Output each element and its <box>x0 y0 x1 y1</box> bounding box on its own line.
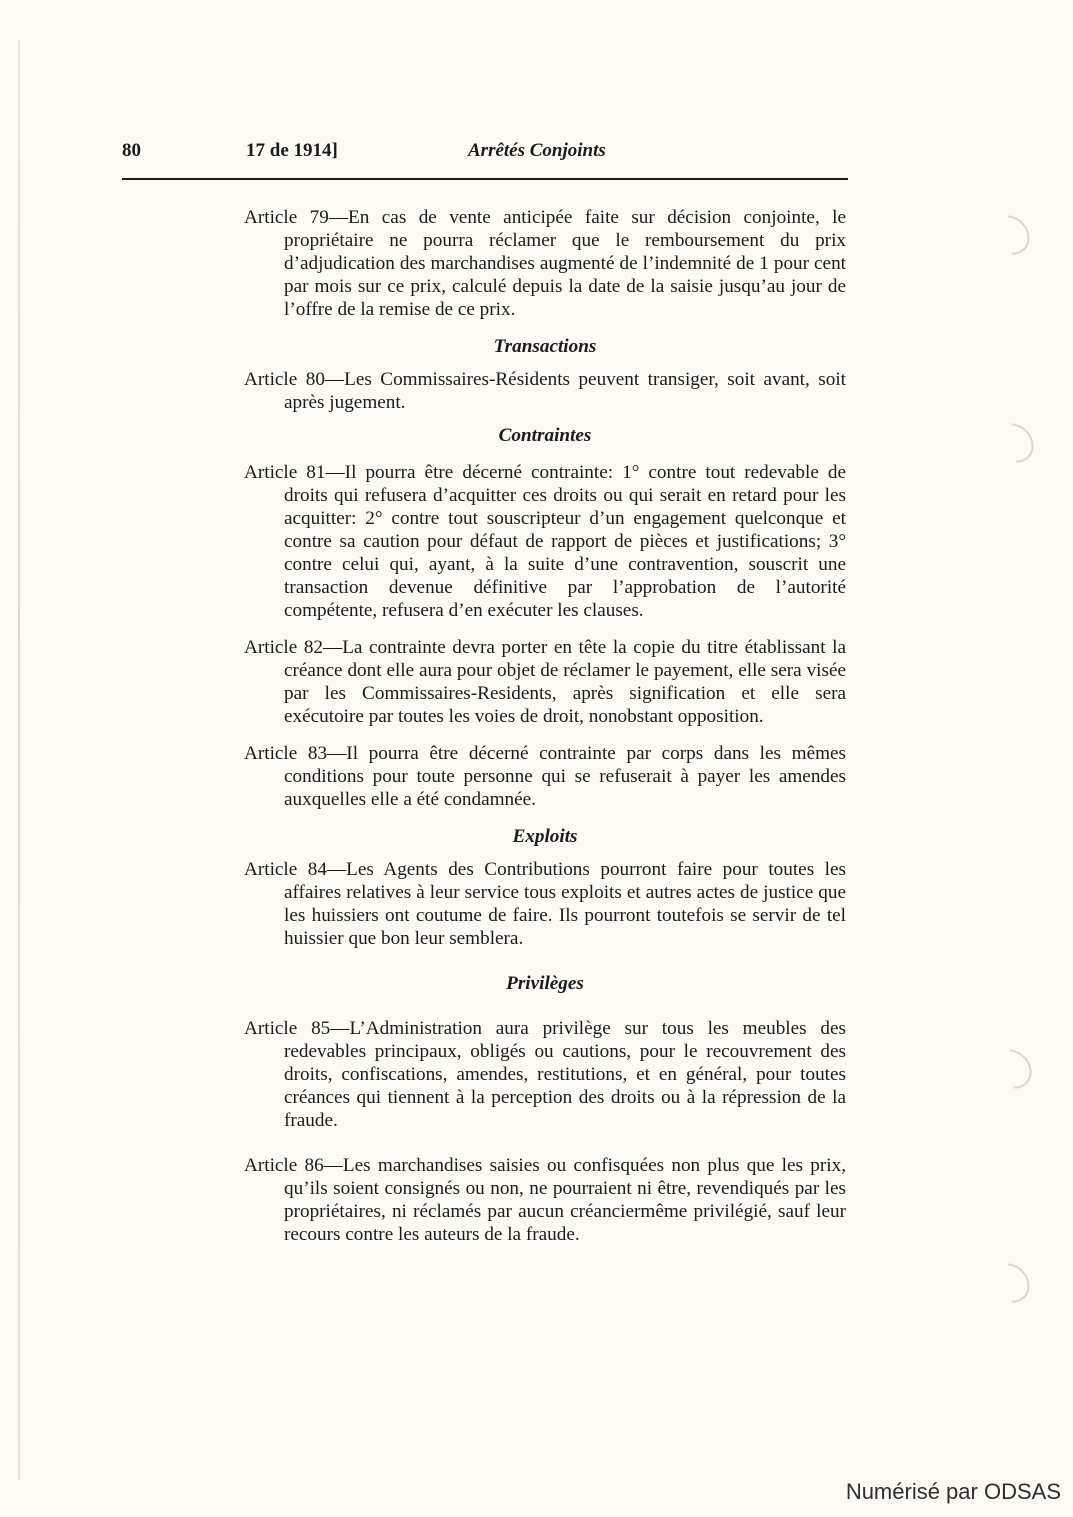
punch-hole-mark <box>982 1255 1037 1310</box>
article-80: Article 80—Les Commissaires-Résidents peuvent transiger, soit avant, soit après jugement. <box>244 369 846 413</box>
article-79: Article 79—En cas de vente anticipée faite sur décision conjointe, le propriétaire ne pourra réclamer que le remboursement du prix d’adjudication des marchandises augmenté de l’indemnité de 1 pour cent par mois sur ce prix, calculé depuis la date de la saisie jusqu’au jour de l’offre de la remise de ce prix. <box>244 207 846 320</box>
header-rule <box>122 178 848 180</box>
article-82: Article 82—La contrainte devra porter en tête la copie du titre établissant la créance dont elle aura pour objet de réclamer le payement, elle sera visée par les Commissaires-Residents, après signification et elle sera exécutoire par toutes les voies de droit, nonobstant opposition. <box>244 637 846 727</box>
header-title: Arrêtés Conjoints <box>468 140 606 161</box>
article-86: Article 86—Les marchandises saisies ou confisquées non plus que les prix, qu’ils soient consignés ou non, ne pourraient ni être, revendiqués par les propriétaires, ni réclamés par aucun créanciermême privilégié, sauf leur recours contre les auteurs de la fraude. <box>244 1155 846 1245</box>
page-header <box>122 140 848 164</box>
article-83: Article 83—Il pourra être décerné contrainte par corps dans les mêmes conditions pour toute personne qui se refuserait à payer les amendes auxquelles elle a été condamnée. <box>244 743 846 810</box>
article-84: Article 84—Les Agents des Contributions pourront faire pour toutes les affaires relatives à leur service tous exploits et autres actes de justice que les huissiers ont coutume de faire. Ils pourront toutefois se servir de tel huissier que bon leur semblera. <box>244 859 846 949</box>
punch-hole-mark <box>982 207 1037 262</box>
digitization-watermark: Numérisé par ODSAS <box>845 1479 1061 1504</box>
document-body <box>244 206 846 1246</box>
page-number: 80 <box>122 140 141 161</box>
article-85: Article 85—L’Administration aura privilège sur tous les meubles des redevables principaux, obligés ou cautions, pour le recouvrement des droits, confiscations, amendes, restitutions, et en général, pour toutes créances qui tiennent à la perception des droits ou à la répression de la fraude. <box>244 1018 846 1131</box>
punch-hole-mark <box>986 415 1041 470</box>
heading-transactions: Transactions <box>493 336 597 357</box>
header-date: 17 de 1914] <box>246 140 338 161</box>
article-81: Article 81—Il pourra être décerné contrainte: 1° contre tout redevable de droits qui refusera d’acquitter ces droits ou qui serait en retard pour les acquitter: 2° contre tout souscripteur d’un engagement quelconque et contre sa caution pour défaut de rapport de pièces et justifications; 3° contre celui qui, ayant, à la suite d’une contravention, souscrit une transaction devenue définitive par l’approbation de l’autorité compétente, refusera d’en exécuter les clauses. <box>244 462 846 621</box>
heading-exploits: Exploits <box>512 826 578 847</box>
punch-hole-mark <box>984 1041 1039 1096</box>
heading-privileges: Privilèges <box>506 973 584 994</box>
heading-contraintes: Contraintes <box>498 425 592 446</box>
page-edge <box>18 40 20 1480</box>
